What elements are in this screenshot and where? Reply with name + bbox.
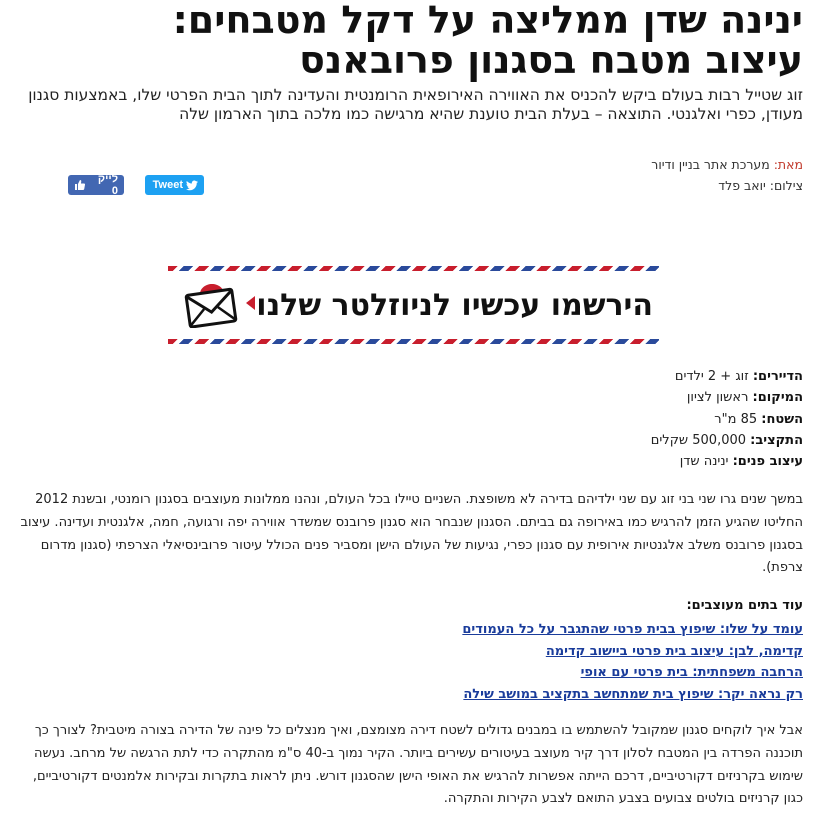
fact-value: ינינה שדן	[679, 454, 729, 470]
related-link[interactable]: רק נראה יקר: שיפוץ בית שמתחשב בתקציב במושב שילה	[463, 686, 803, 702]
author-value: מערכת אתר בניין ודיור	[651, 157, 770, 172]
airmail-stripe-bottom	[168, 339, 659, 344]
like-count-label: לייק 0	[97, 173, 118, 197]
related-links-list	[462, 619, 803, 705]
article-subtitle: זוג שטייל רבות בעולם ביקש להכניס את האווירה האירופאית הרומנטית והעדינה לתוך הבית הפרטי שלו, באמצעות סגנון מעודן, כפרי ואלגנטי. התוצאה – בעלת הבית טוענת שהיא מרגישה כמו מלכה בתוך הארמון שלה	[28, 86, 803, 123]
body-paragraph-2: אבל איך לוקחים סגנון שמקובל להשתמש בו במבנים גדולים לשטח דירה מצומצם, ואיך מנצלים כל פינה של הדירה בצורה מיטבית? לצורך כך תוכננה הפרדה בין המטבח לסלון דרך קיר מעוצב בעיטורים עשירים ביותר. הקיר נמוך ב-40 ס"מ מהתקרה כדי לתת הרגשה של מרחב. נעשה שימוש בקרניזים דקורטיביים, דרכם הייתה אפשרות להרגיש את האופי הישן שהסגנון דורש. ניתן לראות בתקרות ובקירות אלמנטים דקורטיביים, כגון קרניזים בולטים צבועים בצבע התואם לצבע הקירות והתקרה.	[32, 723, 803, 807]
photo-value: יואב פלד	[718, 178, 766, 193]
related-link[interactable]: הרחבה משפחתית: בית פרטי עם אופי	[580, 665, 803, 680]
article-title	[3, 0, 803, 80]
fact-label: התקציב:	[750, 432, 803, 448]
fact-label: הדיירים:	[752, 369, 803, 384]
share-buttons	[0, 175, 220, 197]
fact-area	[651, 409, 803, 430]
airmail-stripe-top	[168, 266, 659, 271]
author-line	[651, 157, 803, 172]
fact-label: עיצוב פנים:	[732, 454, 803, 470]
more-homes-heading: עוד בתים מעוצבים:	[686, 598, 803, 613]
title-line-2: עיצוב מטבח בסגנון פרובאנס	[299, 38, 803, 82]
title-line-1: ינינה שדן ממליצה על דקל מטבחים:	[172, 0, 803, 42]
newsletter-banner[interactable]	[168, 264, 659, 346]
newsletter-banner-text: הירשמו עכשיו לניוזלטר שלנו	[256, 288, 653, 323]
fact-value: זוג + 2 ילדים	[674, 369, 749, 384]
facebook-like-button[interactable]	[68, 175, 124, 195]
author-label: מאת:	[773, 157, 803, 172]
thumbs-up-icon	[74, 179, 86, 191]
tweet-button[interactable]	[145, 175, 204, 195]
fact-budget	[651, 430, 803, 451]
twitter-bird-icon	[186, 180, 198, 191]
fact-value: 85 מ"ר	[714, 411, 758, 427]
photo-credit-line	[718, 178, 803, 193]
fact-value: ראשון לציון	[686, 390, 749, 406]
fact-label: המיקום:	[752, 390, 803, 406]
related-link[interactable]: עומד על שלו: שיפוץ בבית פרטי שהתגבר על כל העמודים	[462, 622, 803, 637]
arrow-left-icon	[246, 296, 255, 310]
fact-label: השטח:	[761, 411, 803, 427]
envelope-icon	[184, 280, 240, 328]
fact-residents	[651, 366, 803, 387]
fact-location	[651, 387, 803, 408]
related-link[interactable]: קדימה, לבן: עיצוב בית פרטי ביישוב קדימה	[545, 643, 803, 659]
body-paragraph-1: במשך שנים גרו שני בני זוג עם שני ילדיהם בדירה לא משופצת. השניים טיילו בכל העולם, ונהנו ממלונות מעוצבים בסגנון רומנטי, ובשנת 2012 החליטו שהגיע הזמן להרגיש כמו באירופה גם בביתם. הסגנון שנבחר הוא סגנון פרובנס שמשדר אווירה יפה ורגועה, חמה, אלגנטית ועדינה. עיצוב בסגנון פרובנס משלב אלגנטיות אירופית עם סגנון כפרי, נגיעות של העולם הישן ומסביר פנים הכולל עיטור פרובינסיאלי הצרפתי (סגנון מדרום צרפת).	[20, 492, 803, 576]
fact-value: 500,000 שקלים	[650, 432, 747, 448]
project-facts	[651, 366, 803, 472]
photo-label: צילום:	[769, 178, 803, 193]
tweet-label: Tweet	[152, 179, 183, 191]
fact-interior-design	[651, 451, 803, 472]
